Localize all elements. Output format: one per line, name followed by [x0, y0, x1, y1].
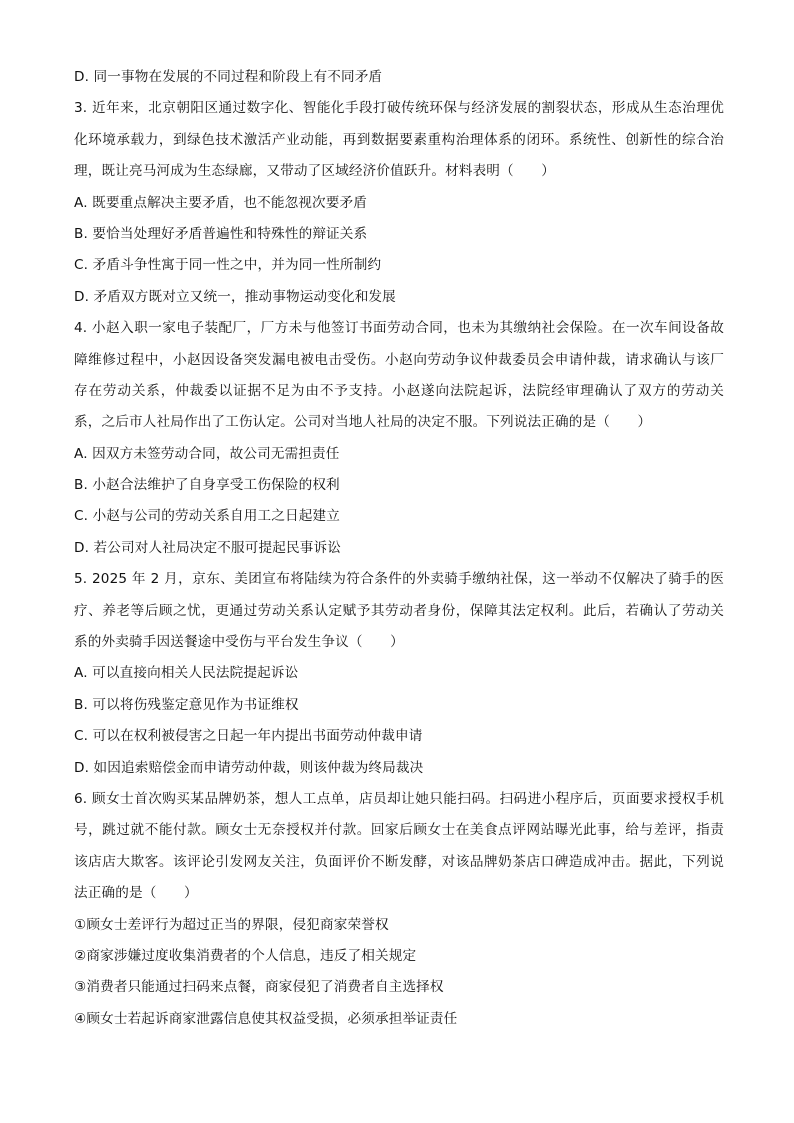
question-5-line-3: 系的外卖骑手因送餐途中受伤与平台发生争议（ ） — [74, 634, 404, 651]
statement-6-1: ①顾女士差评行为超过正当的界限，侵犯商家荣誉权 — [74, 916, 389, 933]
question-6-line-2: 号，跳过就不能付款。顾女士无奈授权并付款。回家后顾女士在美食点评网站曝光此事，给与差评，指责 — [74, 822, 724, 839]
question-3-line-2: 化环境承载力，到绿色技术激活产业动能，再到数据要素重构治理体系的闭环。系统性、创新性的综合治 — [74, 131, 724, 148]
option-2d: D. 同一事物在发展的不同过程和阶段上有不同矛盾 — [74, 69, 383, 85]
question-3-line-3: 理，既让亮马河成为生态绿廊，又带动了区域经济价值跃升。材料表明（ ） — [74, 163, 556, 180]
option-5d: D. 如因追索赔偿金而申请劳动仲裁，则该仲裁为终局裁决 — [74, 759, 424, 776]
question-5-line-2: 疗、养老等后顾之忧，更通过劳动关系认定赋予其劳动者身份，保障其法定权利。此后，若确认了劳动关 — [74, 602, 724, 619]
statement-6-3: ③消费者只能通过扫码来点餐，商家侵犯了消费者自主选择权 — [74, 979, 444, 996]
question-6-line-1: 6. 顾女士首次购买某品牌奶茶，想人工点单，店员却让她只能扫码。扫码进小程序后，页面要求授权手机 — [74, 790, 724, 807]
document-page — [74, 62, 724, 1035]
question-4-line-2: 障维修过程中，小赵因设备突发漏电被电击受伤。小赵向劳动争议仲裁委员会申请仲裁，请求确认与该厂 — [74, 351, 724, 368]
statement-6-4: ④顾女士若起诉商家泄露信息使其权益受损，必须承担举证责任 — [74, 1010, 458, 1027]
option-3c: C. 矛盾斗争性寓于同一性之中，并为同一性所制约 — [74, 257, 382, 274]
option-3b: B. 要恰当处理好矛盾普遍性和特殊性的辩证关系 — [74, 225, 368, 242]
question-6-line-3: 该店店大欺客。该评论引发网友关注，负面评价不断发酵，对该品牌奶茶店口碑造成冲击。据此，下列说 — [74, 853, 724, 870]
option-4b: B. 小赵合法维护了自身享受工伤保险的权利 — [74, 477, 340, 494]
option-4a: A. 因双方未签劳动合同，故公司无需担责任 — [74, 445, 340, 462]
option-4d: D. 若公司对人社局决定不服可提起民事诉讼 — [74, 539, 341, 556]
question-4-line-3: 存在劳动关系，仲裁委以证据不足为由不予支持。小赵遂向法院起诉，法院经审理确认了双方的劳动关 — [74, 382, 724, 399]
question-4-line-1: 4. 小赵入职一家电子装配厂，厂方未与他签订书面劳动合同，也未为其缴纳社会保险。在一次车间设备故 — [74, 320, 724, 337]
question-4-line-4: 系，之后市人社局作出了工伤认定。公司对当地人社局的决定不服。下列说法正确的是（ ） — [74, 414, 652, 431]
option-5b: B. 可以将伤残鉴定意见作为书证维权 — [74, 696, 299, 713]
question-3-line-1: 3. 近年来，北京朝阳区通过数字化、智能化手段打破传统环保与经济发展的割裂状态，形成从生态治理优 — [74, 100, 724, 117]
option-3d: D. 矛盾双方既对立又统一，推动事物运动变化和发展 — [74, 288, 396, 305]
option-4c: C. 小赵与公司的劳动关系自用工之日起建立 — [74, 508, 340, 525]
option-5a: A. 可以直接向相关人民法院提起诉讼 — [74, 665, 299, 682]
statement-6-2: ②商家涉嫌过度收集消费者的个人信息，违反了相关规定 — [74, 947, 417, 964]
question-5-line-1: 5. 2025 年 2 月，京东、美团宣布将陆续为符合条件的外卖骑手缴纳社保，这一举动不仅解决了骑手的医 — [74, 571, 724, 588]
option-3a: A. 既要重点解决主要矛盾，也不能忽视次要矛盾 — [74, 194, 368, 211]
question-6-line-4: 法正确的是（ ） — [74, 885, 198, 902]
option-5c: C. 可以在权利被侵害之日起一年内提出书面劳动仲裁申请 — [74, 728, 423, 745]
